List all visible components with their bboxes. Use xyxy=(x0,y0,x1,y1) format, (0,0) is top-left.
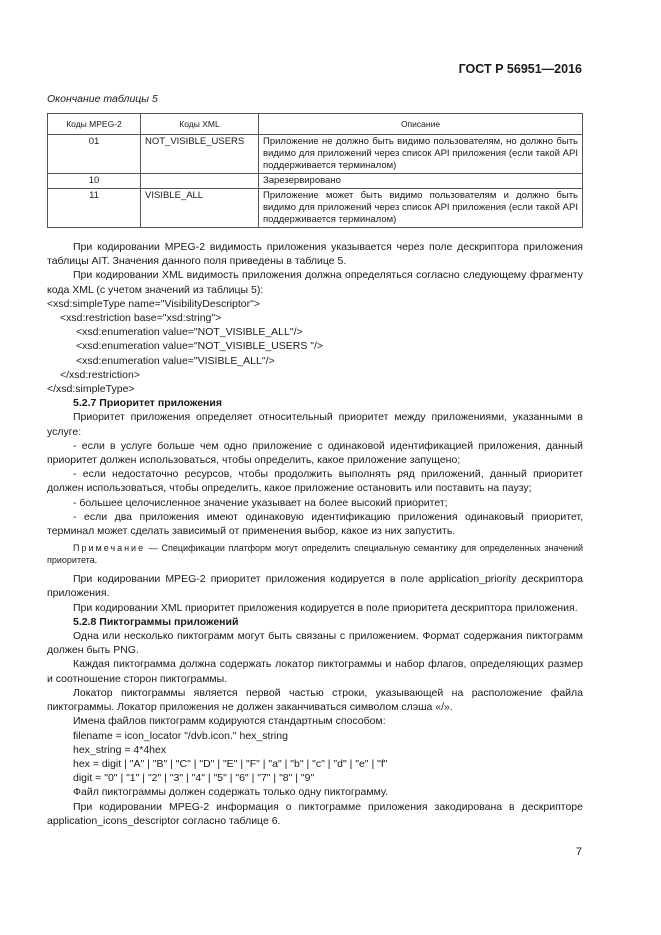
note-label: Примечание xyxy=(73,543,146,554)
table-cell xyxy=(141,174,259,189)
code-line: hex_string = 4*4hex xyxy=(73,743,167,756)
list-item: - большее целочисленное значение указывает на более высокий приоритет; xyxy=(73,496,448,509)
paragraph: Имена файлов пиктограмм кодируются стандартным способом: xyxy=(73,715,386,728)
paragraph: Одна или несколько пиктограмм могут быть связаны с приложением. Формат содержания пиктограмм должен быть PNG. xyxy=(47,630,583,657)
table-cell: Приложение может быть видимо пользователям и должно быть видимо для приложений через список API приложения (если такой API поддерживается терминалом) xyxy=(259,189,583,228)
code-line: <xsd:simpleType name="VisibilityDescriptor"> xyxy=(47,297,260,310)
table-row xyxy=(48,174,583,189)
code-line: <xsd:enumeration value="NOT_VISIBLE_USERS "/> xyxy=(76,340,324,353)
paragraph: При кодировании MPEG-2 приоритет приложения кодируется в поле application_priority дескриптора приложения. xyxy=(47,573,583,600)
paragraph: При кодировании XML видимость приложения должна определяться согласно следующему фрагменту кода XML (с учетом значений из таблицы 5): xyxy=(47,269,583,296)
table-cell: Зарезервировано xyxy=(259,174,583,189)
section-heading-5-2-7: 5.2.7 Приоритет приложения xyxy=(73,397,222,410)
list-item: - если два приложения имеют одинаковую идентификацию приложения одинаковый приоритет, терминал может сделать зависимый от применения выбор, какое из них запустить. xyxy=(47,510,583,538)
table-row xyxy=(48,135,583,174)
paragraph: При кодировании MPEG-2 видимость приложения указывается через поле дескриптора приложения таблицы AIT. Значения данного поля приведены в таблице 5. xyxy=(47,241,583,268)
table-header-row xyxy=(48,114,583,135)
code-line: digit = "0" | "1" | "2" | "3" | "4" | "5" | "6" | "7" | "8" | "9" xyxy=(73,772,315,785)
visibility-table xyxy=(47,113,583,228)
table-caption: Окончание таблицы 5 xyxy=(47,93,158,105)
section-heading-5-2-8: 5.2.8 Пиктограммы приложений xyxy=(73,615,239,628)
code-line: <xsd:restriction base="xsd:string"> xyxy=(60,312,222,325)
column-header: Коды XML xyxy=(141,114,259,135)
paragraph: При кодировании XML приоритет приложения кодируется в поле приоритета дескриптора приложения. xyxy=(73,601,578,614)
paragraph: Каждая пиктограмма должна содержать локатор пиктограммы и набор флагов, определяющих размер и соотношение сторон пиктограммы. xyxy=(47,658,583,685)
code-line: <xsd:enumeration value="VISIBLE_ALL"/> xyxy=(76,354,275,367)
table-row xyxy=(48,189,583,228)
document-number: ГОСТ Р 56951—2016 xyxy=(458,62,582,76)
column-header: Описание xyxy=(259,114,583,135)
paragraph: Приоритет приложения определяет относительный приоритет между приложениями, указанными в услуге: xyxy=(47,411,583,438)
paragraph: Локатор пиктограммы является первой частью строки, указывающей на расположение файла пиктограммы. Локатор приложения не должен заканчиваться символом слэша «/». xyxy=(47,686,583,714)
paragraph: Файл пиктограммы должен содержать только одну пиктограмму. xyxy=(73,786,389,799)
table-cell: 01 xyxy=(48,135,141,174)
note xyxy=(47,542,583,566)
list-item: - если в услуге больше чем одно приложение с одинаковой идентификацией приложения, данный приоритет должен использоваться, чтобы определить, какое приложение запущено; xyxy=(47,439,583,467)
table-cell: VISIBLE_ALL xyxy=(141,189,259,228)
list-item: - если недостаточно ресурсов, чтобы продолжить выполнять ряд приложений, данный приоритет должен использоваться, чтобы определить, какое приложение остановить или поставить на паузу; xyxy=(47,468,583,495)
column-header: Коды MPEG-2 xyxy=(48,114,141,135)
table-cell: 11 xyxy=(48,189,141,228)
note-text: — Спецификации платформ могут определить специальную семантику для определенных значений приоритета. xyxy=(47,543,583,566)
code-line: filename = icon_locator "/dvb.icon." hex_string xyxy=(73,729,288,742)
code-line: <xsd:enumeration value="NOT_VISIBLE_ALL"/> xyxy=(76,326,303,339)
document-body xyxy=(47,240,583,828)
code-line: hex = digit | "A" | "B" | "C" | "D" | "E" | "F" | "a" | "b" | "c" | "d" | "e" | "f" xyxy=(73,757,388,770)
xml-code-block xyxy=(47,297,583,396)
table-cell: Приложение не должно быть видимо пользователям, но должно быть видимо для приложений через список API приложения (если такой API поддерживается терминалом) xyxy=(259,135,583,174)
code-line: </xsd:simpleType> xyxy=(47,383,135,396)
code-line: </xsd:restriction> xyxy=(60,368,140,381)
table-cell: NOT_VISIBLE_USERS xyxy=(141,135,259,174)
page-number: 7 xyxy=(575,846,582,858)
table-cell: 10 xyxy=(48,174,141,189)
paragraph: При кодировании MPEG-2 информация о пиктограмме приложения закодирована в дескрипторе application_icons_descriptor согласно таблице 6. xyxy=(47,800,583,827)
filename-grammar-block xyxy=(47,729,583,786)
